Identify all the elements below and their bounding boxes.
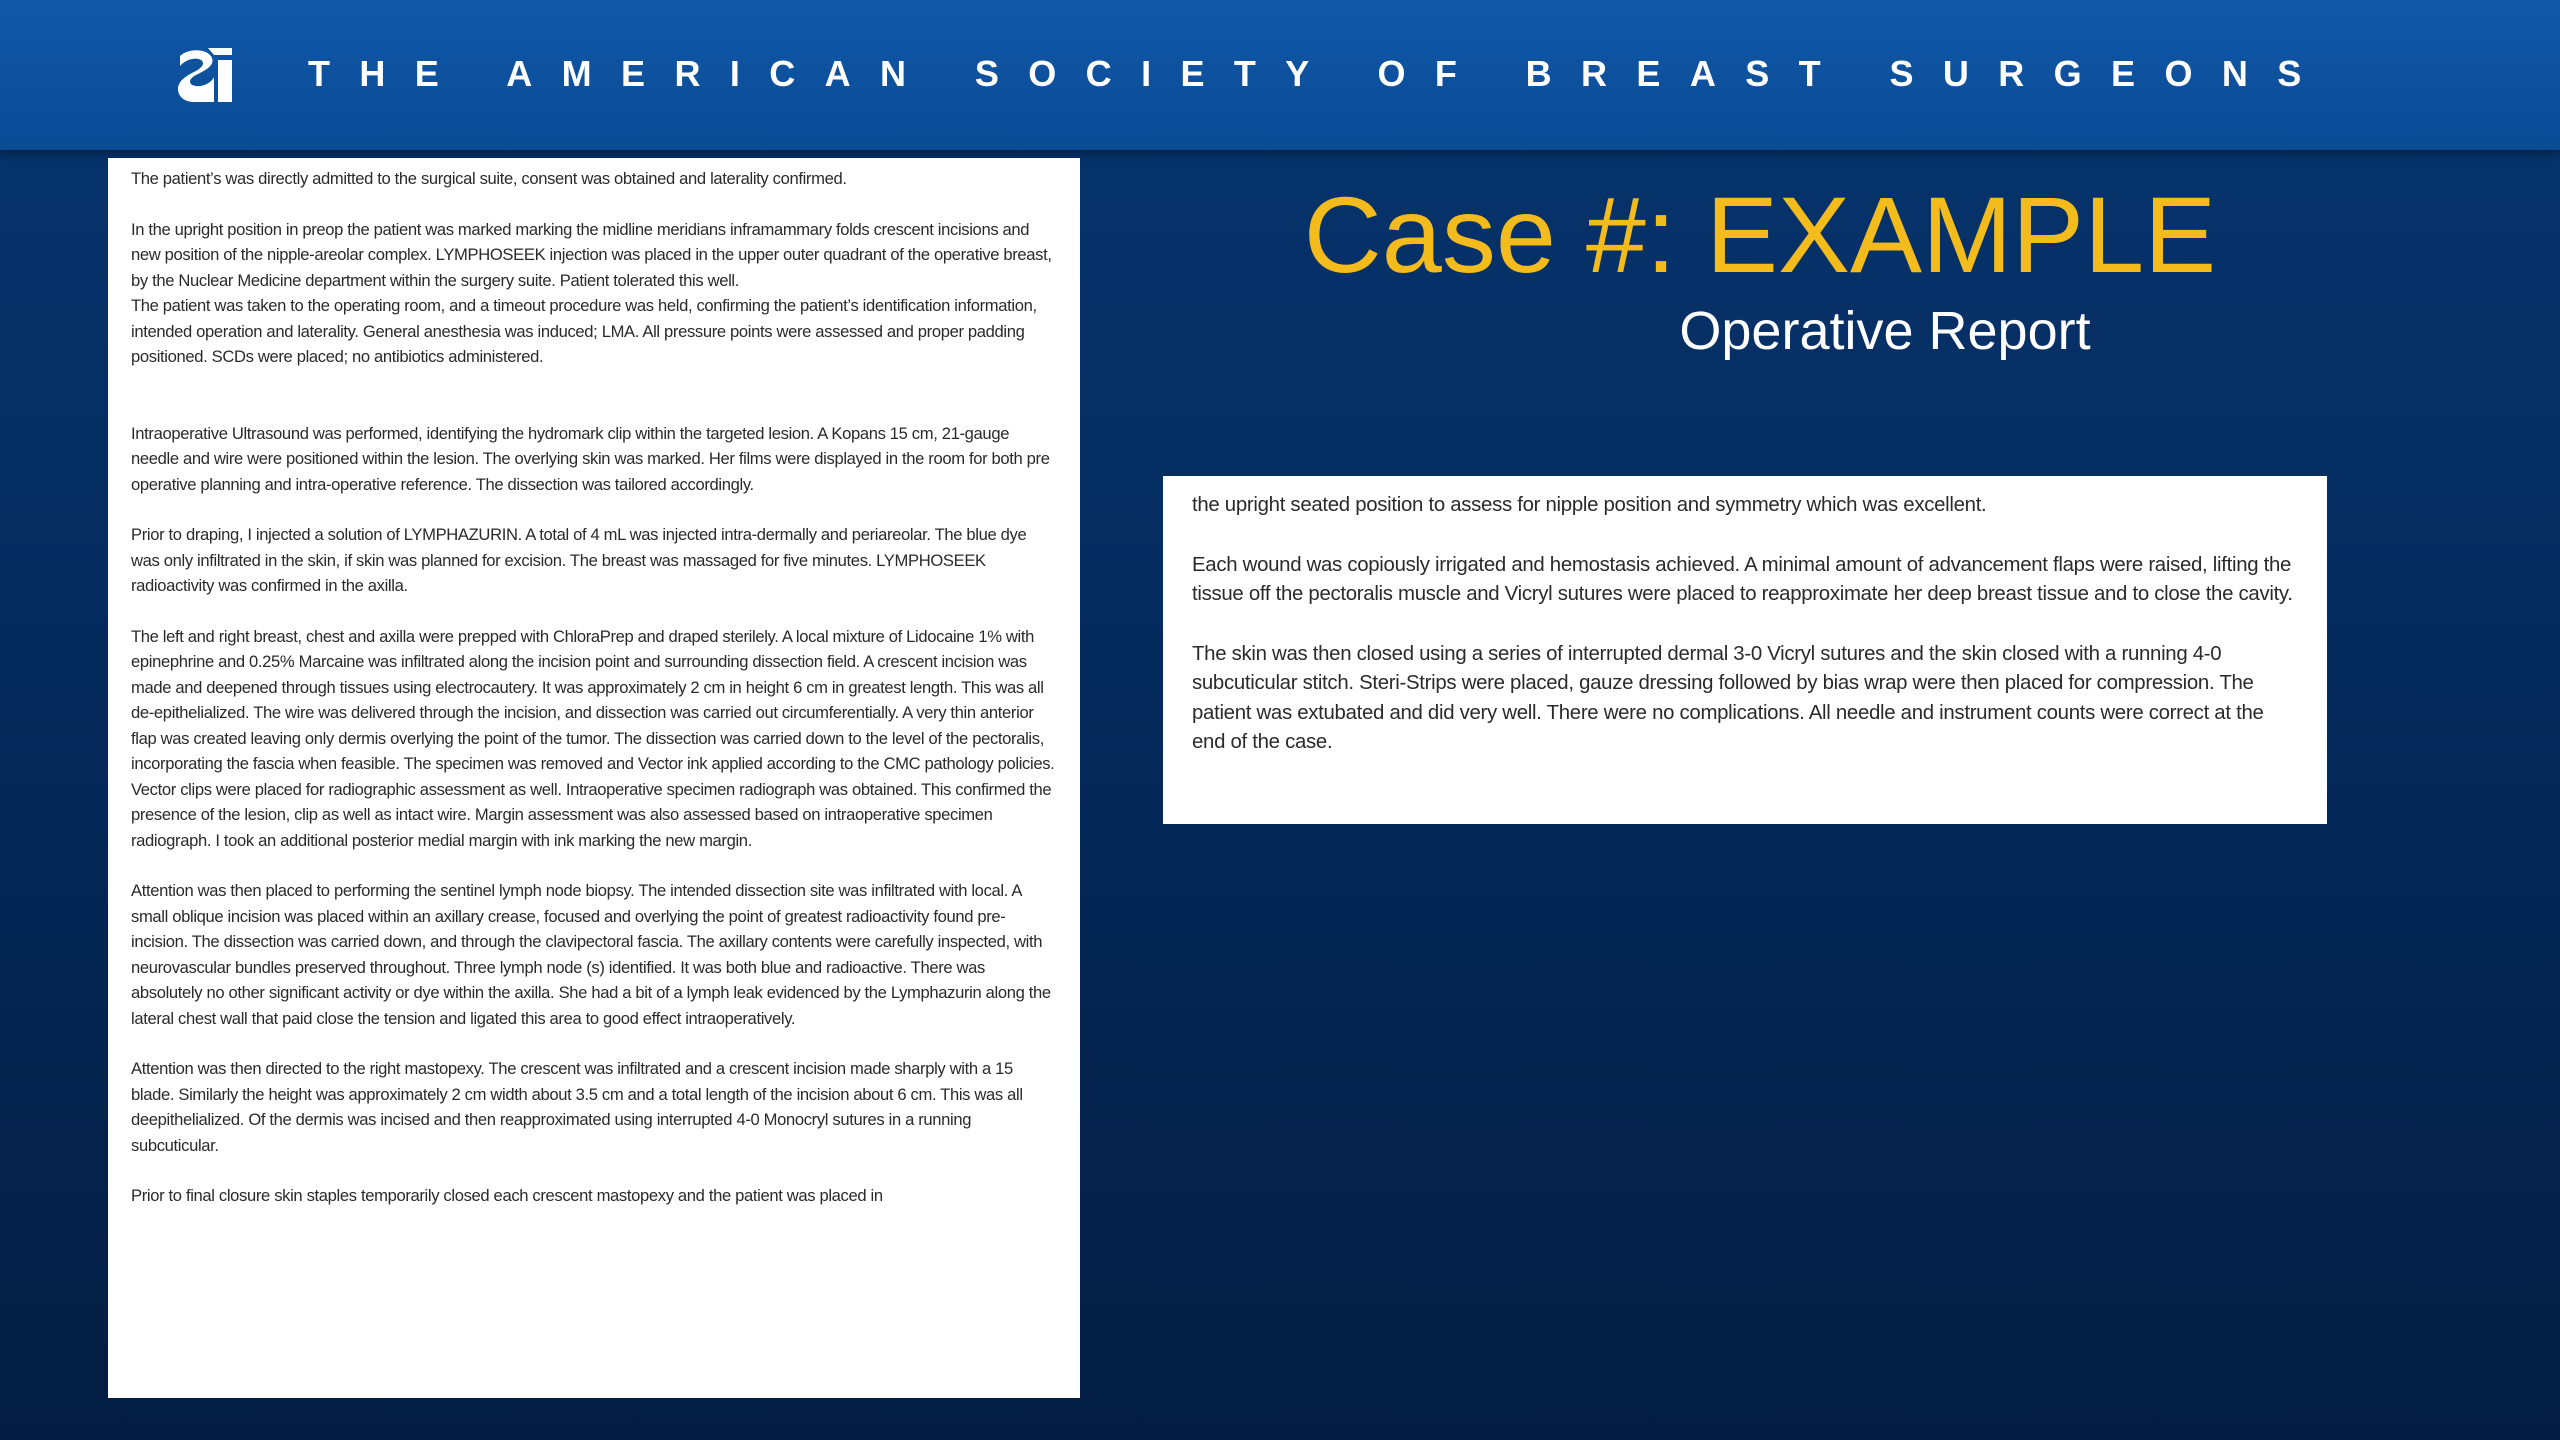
report-subtitle: Operative Report bbox=[1679, 301, 2091, 361]
report-paragraph: The left and right breast, chest and axilla were prepped with ChloraPrep and draped sterilely. A local mixture of Lidocaine 1% with epinephrine and 0.25% Marcaine was infiltrated along the incision point and surrounding dissection field. A crescent incision was made and deepened through tissues using electrocautery. It was approximately 2 cm in height 6 cm in greatest length. This was all de-epithelialized. The wire was delivered through the incision, and dissection was carried out circumferentially. A very thin anterior flap was created leaving only dermis overlying the point of the tumor. The dissection was carried down to the level of the pectoralis, incorporating the fascia when feasible. The specimen was removed and Vector ink applied according to the CMC pathology policies. Vector clips were placed for radiographic assessment as well. Intraoperative specimen radiograph was obtained. This confirmed the presence of the lesion, clip as well as intact wire. Margin assessment was also assessed based on intraoperative specimen radiograph. I took an additional posterior medial margin with ink marking the new margin. bbox=[131, 626, 1055, 850]
report-paragraph: Attention was then directed to the right mastopexy. The crescent was infiltrated and a crescent incision made sharply with a 15 blade. Similarly the height was approximately 2 cm width about 3.5 cm and a total length of the incision about 6 cm. This was all deepithelialized. Of the dermis was incised and then reapproximated using interrupted 4-0 Monocryl sutures in a running subcuticular. bbox=[131, 1059, 1023, 1155]
report-paragraph: In the upright position in preop the patient was marked marking the midline meridians inframammary folds crescent incisions and new position of the nipple-areolar complex. LYMPHOSEEK injection was placed in the upper outer quadrant of the operative breast, by the Nuclear Medicine department within the surgery suite. Patient tolerated this well. bbox=[131, 219, 1052, 290]
report-paragraph: The patient was taken to the operating room, and a timeout procedure was held, confirming the patient’s identification information, intended operation and laterality. General anesthesia was induced; LMA. All pressure points were assessed and proper padding positioned. SCDs were placed; no antibiotics administered. bbox=[131, 296, 1037, 366]
organization-name: THE AMERICAN SOCIETY OF BREAST SURGEONS bbox=[308, 53, 2331, 94]
asbrs-s-logo-icon bbox=[174, 44, 236, 106]
report-paragraph: Prior to draping, I injected a solution of LYMPHAZURIN. A total of 4 mL was injected intra-dermally and periareolar. The blue dye was only infiltrated in the skin, if skin was planned for excision. The breast was massaged for five minutes. LYMPHOSEEK radioactivity was confirmed in the axilla. bbox=[131, 525, 1027, 595]
operative-report-page bbox=[108, 158, 1080, 1398]
report-paragraph: Attention was then placed to performing the sentinel lymph node biopsy. The intended dissection site was infiltrated with local. A small oblique incision was placed within an axillary crease, focused and overlying the point of greatest radioactivity found pre-incision. The dissection was carried down, and through the clavipectoral fascia. The axillary contents were carefully inspected, with neurovascular bundles preserved throughout. Three lymph node (s) identified. It was both blue and radioactive. There was absolutely no other significant activity or dye within the axilla. She had a bit of a lymph leak evidenced by the Lymphazurin along the lateral chest wall that paid close the tension and ligated this area to good effect intraoperatively. bbox=[131, 881, 1051, 1028]
report-paragraph: Intraoperative Ultrasound was performed, identifying the hydromark clip within the targeted lesion. A Kopans 15 cm, 21-gauge needle and wire were positioned within the lesion. The overlying skin was marked. Her films were displayed in the room for both pre operative planning and intra-operative reference. The dissection was tailored accordingly. bbox=[131, 423, 1050, 494]
report-paragraph: The patient’s was directly admitted to the surgical suite, consent was obtained and laterality confirmed. bbox=[131, 169, 847, 188]
report-continuation-box bbox=[1163, 476, 2327, 824]
report-paragraph: The skin was then closed using a series of interrupted dermal 3-0 Vicryl sutures and the skin closed with a running 4-0 subcuticular stitch. Steri-Strips were placed, gauze dressing followed by bias wrap were then placed for compression. The patient was extubated and did very well. There were no complications. All needle and instrument counts were correct at the end of the case. bbox=[1192, 642, 2264, 753]
report-paragraph: the upright seated position to assess for nipple position and symmetry which was excellent. bbox=[1192, 494, 1987, 516]
case-title: Case #: EXAMPLE bbox=[1303, 174, 2217, 295]
report-paragraph: Prior to final closure skin staples temporarily closed each crescent mastopexy and the patient was placed in bbox=[131, 1186, 883, 1205]
report-paragraph: Each wound was copiously irrigated and hemostasis achieved. A minimal amount of advancement flaps were raised, lifting the tissue off the pectoralis muscle and Vicryl sutures were placed to reapproximate her deep breast tissue and to close the cavity. bbox=[1192, 553, 2293, 605]
header-banner bbox=[0, 0, 2560, 150]
